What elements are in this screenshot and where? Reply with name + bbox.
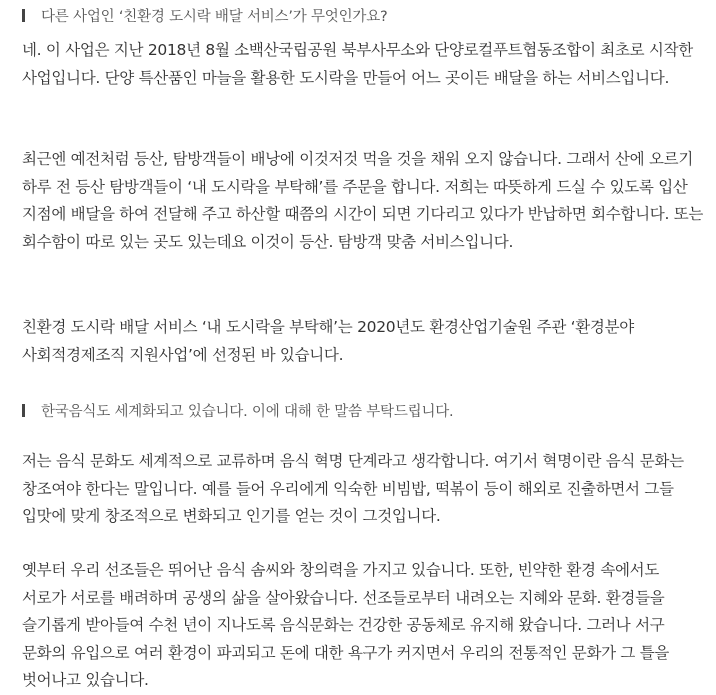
question-text: 다른 사업인 ‘친환경 도시락 배달 서비스’가 무엇인가요?: [41, 8, 388, 25]
question-text: 한국음식도 세계화되고 있습니다. 이에 대해 한 말씀 부탁드립니다.: [41, 403, 454, 420]
answer-paragraph: 저는 음식 문화도 세계적으로 교류하며 음식 혁명 단계라고 생각합니다. 여기서 혁명이란 음식 문화는 창조여야 한다는 말입니다. 예를 들어 우리에게 익숙한 비빔밥, 떡볶이 등이 해외로 진출하면서 그들 입맛에 맞게 창조적으로 변화되고 인기를 얻는 것이 그것입니다.: [22, 452, 684, 525]
answer-paragraph: 옛부터 우리 선조들은 뛰어난 음식 솜씨와 창의력을 가지고 있습니다. 또한, 빈약한 환경 속에서도 서로가 서로를 배려하며 공생의 삶을 살아왔습니다. 선조들로부터 내려오는 지혜와 문화. 환경들을 슬기롭게 받아들여 수천 년이 지나도록 음식문화는 건강한 공동체로 유지해 왔습니다. 그러나 서구 문화의 유입으로 여러 환경이 파괴되고 돈에 대한 욕구가 커지면서 우리의 전통적인 문화가 그 틀을 벗어나고 있습니다.: [22, 561, 670, 689]
question-marker-bar: [22, 9, 25, 22]
question-heading: [22, 398, 453, 422]
answer-paragraph: 최근엔 예전처럼 등산, 탐방객들이 배낭에 이것저것 먹을 것을 채워 오지 않습니다. 그래서 산에 오르기 하루 전 등산 탐방객들이 ‘내 도시락을 부탁해’를 주문을 합니다. 저희는 따뜻하게 드실 수 있도록 입산 지점에 배달을 하여 전달해 주고 하산할 때쯤의 시간이 되면 기다리고 있다가 반납하면 회수합니다. 또는 회수함이 따로 있는 곳도 있는데요 이것이 등산. 탐방객 맞춤 서비스입니다.: [22, 150, 704, 251]
question-marker-bar: [22, 404, 25, 417]
question-heading: [22, 3, 388, 27]
answer-paragraph: 친환경 도시락 배달 서비스 ‘내 도시락을 부탁해’는 2020년도 환경산업기술원 주관 ‘환경분야 사회적경제조직 지원사업’에 선정된 바 있습니다.: [22, 318, 634, 364]
answer-paragraph: 네. 이 사업은 지난 2018년 8월 소백산국립공원 북부사무소와 단양로컬푸트협동조합이 최초로 시작한 사업입니다. 단양 특산품인 마늘을 활용한 도시락을 만들어 어느 곳이든 배달을 하는 서비스입니다.: [22, 41, 693, 87]
